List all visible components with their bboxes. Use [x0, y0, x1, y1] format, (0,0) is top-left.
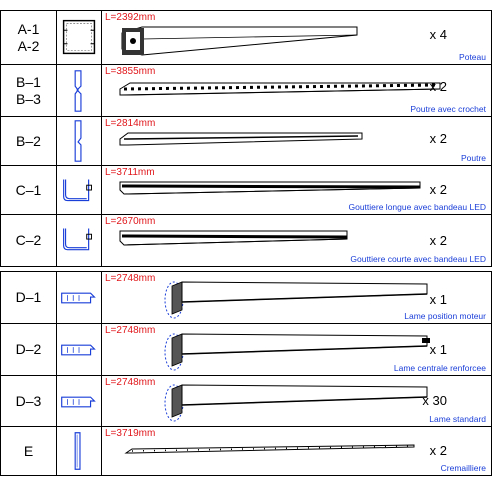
part-quantity: x 1	[429, 292, 447, 307]
part-row-c2	[0, 214, 492, 267]
part-code-cell	[1, 376, 57, 426]
blade-profile-icon	[57, 324, 102, 375]
part-length: L=2392mm	[105, 12, 156, 23]
part-code-cell	[1, 65, 57, 116]
part-quantity: x 2	[429, 79, 447, 94]
part-name: Gouttiere courte avec bandeau LED	[350, 254, 486, 264]
part-code-cell	[1, 166, 57, 214]
part-code: B–1	[16, 73, 41, 90]
part-name: Poutre avec crochet	[410, 104, 486, 114]
part-name: Gouttiere longue avec bandeau LED	[348, 202, 486, 212]
part-length: L=2748mm	[105, 273, 156, 284]
part-quantity: x 2	[429, 131, 447, 146]
part-quantity: x 4	[429, 27, 447, 42]
part-length: L=2748mm	[105, 325, 156, 336]
part-code-cell	[1, 272, 57, 323]
part-name: Lame position moteur	[404, 311, 486, 321]
part-name: Poteau	[459, 52, 486, 62]
square-post-profile-icon	[57, 11, 102, 64]
part-code: C–2	[15, 232, 42, 248]
rack-profile-icon	[57, 427, 102, 475]
hooked-beam-profile-icon	[57, 65, 102, 116]
part-length: L=3711mm	[105, 167, 155, 178]
part-drawing-cell	[102, 324, 491, 375]
part-code: A-2	[17, 37, 40, 54]
part-code-cell	[1, 427, 57, 475]
part-name: Lame centrale renforcee	[393, 363, 486, 373]
part-row-d2	[0, 323, 492, 376]
part-drawing-cell	[102, 427, 491, 475]
blade-profile-icon	[57, 376, 102, 426]
part-length: L=3719mm	[105, 428, 156, 439]
part-length: L=3855mm	[105, 66, 156, 77]
gutter-profile-icon	[57, 215, 102, 266]
part-row-b2	[0, 116, 492, 166]
part-quantity: x 2	[429, 443, 447, 458]
part-drawing-cell	[102, 65, 491, 116]
part-code-cell	[1, 324, 57, 375]
part-code: D–2	[15, 341, 42, 357]
part-name: Lame standard	[429, 414, 486, 424]
part-code-cell	[1, 117, 57, 165]
part-quantity: x 1	[429, 342, 447, 357]
part-length: L=2814mm	[105, 118, 156, 129]
part-length: L=2670mm	[105, 216, 156, 227]
beam-profile-icon	[57, 117, 102, 165]
part-code: B–2	[16, 132, 41, 149]
part-drawing-cell	[102, 272, 491, 323]
part-drawing-cell	[102, 376, 491, 426]
part-code: A-1	[17, 20, 40, 37]
part-code: B–3	[16, 90, 41, 107]
blade-profile-icon	[57, 272, 102, 323]
part-length: L=2748mm	[105, 377, 156, 388]
part-row-a	[0, 10, 492, 65]
part-drawing-cell	[102, 117, 491, 165]
part-code-cell	[1, 215, 57, 266]
part-row-d3	[0, 375, 492, 427]
part-row-b1-b3	[0, 64, 492, 117]
part-drawing-cell	[102, 11, 491, 64]
part-row-d1	[0, 271, 492, 324]
part-code: E	[23, 442, 34, 459]
part-quantity: x 2	[429, 182, 447, 197]
part-quantity: x 2	[429, 233, 447, 248]
gutter-profile-icon	[57, 166, 102, 214]
part-quantity: x 30	[422, 393, 447, 408]
part-code-cell	[1, 11, 57, 64]
part-name: Cremailliere	[440, 463, 486, 473]
part-row-c1	[0, 165, 492, 215]
part-row-e	[0, 426, 492, 476]
part-code: C–1	[15, 181, 42, 198]
part-drawing-cell	[102, 166, 491, 214]
part-drawing-cell	[102, 215, 491, 266]
part-code: D–1	[15, 289, 42, 305]
part-code: D–3	[15, 392, 42, 409]
part-name: Poutre	[460, 153, 486, 163]
